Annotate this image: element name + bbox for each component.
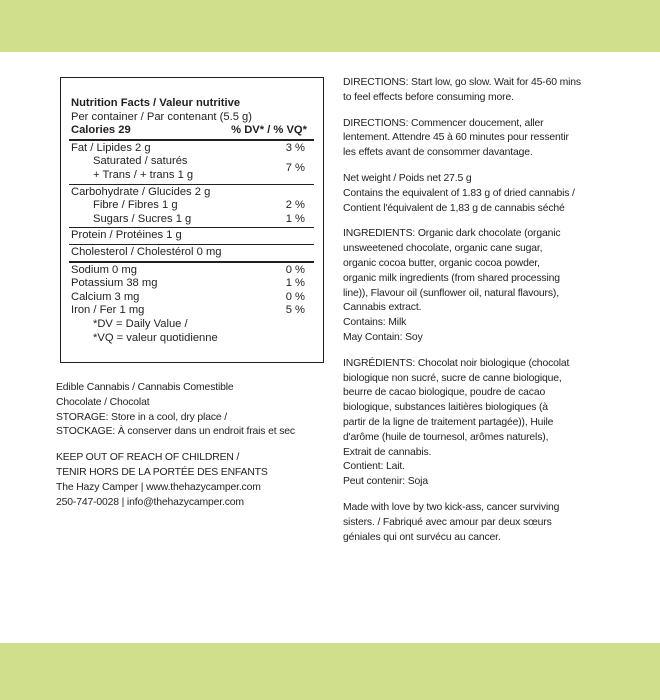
storage-fr: STOCKAGE: À conserver dans un endroit frais et sec [56,426,295,438]
saturated-label: Saturated / saturés [93,155,188,168]
sugars-dv: 1 % [285,212,305,225]
cholesterol-label: Cholesterol / Cholestérol 0 mg [71,245,222,258]
bottom-color-band [0,643,660,700]
trans-label: + Trans / + trans 1 g [93,168,194,181]
sodium-dv: 0 % [285,263,305,276]
ingredients-fr: INGRÉDIENTS: Chocolat noir biologique (chocolat biologique non sucré, sucre de canne biologique, beurre de cacao biologique, poudre de cacao biologique, substances laitières biologiques (à partir de la ligne de traitement partagée)), Huile d'arôme (huile de tournesol, arômes naturels), Extrait de cannabis. Contient: Lait. Peut contenir: Soja [343,357,570,488]
potassium-label: Potassium 38 mg [71,277,158,290]
fibre-row [71,199,323,213]
top-color-band [0,0,660,52]
sodium-row [71,264,323,278]
product-details [343,76,611,556]
calcium-dv: 0 % [285,290,305,303]
carb-label: Carbohydrate / Glucides 2 g [71,185,211,198]
company-contact: 250-747-0028 | info@thehazycamper.com [56,496,244,508]
product-info [56,381,338,510]
sugars-label: Sugars / Sucres 1 g [93,212,192,225]
fibre-label: Fibre / Fibres 1 g [93,199,178,212]
fat-label: Fat / Lipides 2 g [71,141,151,154]
serving-size: Per container / Par contenant (5.5 g) [71,110,252,123]
potassium-dv: 1 % [285,277,305,290]
net-weight: Net weight / Poids net 27.5 g Contains the equivalent of 1.83 g of dried cannabis / Contient l'équivalent de 1,83 g de cannabis séché [343,172,575,214]
product-category: Chocolate / Chocolat [56,396,150,408]
footnote-vq: *VQ = valeur quotidienne [93,331,218,344]
trans-row [71,169,323,183]
cholesterol-row [71,246,323,260]
made-with-love: Made with love by two kick-ass, cancer surviving sisters. / Fabriqué avec amour par deux sœurs géniales qui ont survécu au cancer. [343,501,560,543]
carb-row [71,186,323,200]
protein-label: Protein / Protéines 1 g [71,229,182,242]
directions-fr: DIRECTIONS: Commencer doucement, aller lentement. Attendre 45 à 60 minutes pour ressentir les effets avant de consommer davantage. [343,117,569,159]
divider [69,227,314,228]
product-type: Edible Cannabis / Cannabis Comestible [56,382,234,393]
divider [69,139,314,141]
fat-dv: 3 % [285,141,305,154]
calories-label: Calories 29 [71,124,131,137]
iron-label: Iron / Fer 1 mg [71,304,145,317]
fibre-dv: 2 % [285,199,305,212]
directions-en: DIRECTIONS: Start low, go slow. Wait for 45-60 mins to feel effects before consuming more. [343,77,581,103]
iron-dv: 5 % [285,304,305,317]
calcium-label: Calcium 3 mg [71,290,140,303]
sat-trans-dv: 7 % [285,162,305,175]
warning-en: KEEP OUT OF REACH OF CHILDREN / [56,452,240,464]
iron-row [71,304,323,318]
sodium-label: Sodium 0 mg [71,263,137,276]
divider [69,261,314,263]
divider [69,184,314,185]
calories-row [71,124,323,138]
fat-row [71,142,323,156]
footnote-dv: *DV = Daily Value / [93,317,188,330]
ingredients-en: INGREDIENTS: Organic dark chocolate (organic unsweetened chocolate, organic cane sugar, organic cocoa butter, organic cocoa powder, organic milk ingredients (from shared processing line)), Flavour oil (sunflower oil, natural flavours), Cannabis extract. Contains: Milk May Contain: Soy [343,228,561,343]
potassium-row [71,277,323,291]
warning-fr: TENIR HORS DE LA PORTÉE DES ENFANTS [56,466,268,478]
divider [69,244,314,245]
dv-header: % DV* / % VQ* [231,124,307,137]
protein-row [71,229,323,243]
sugars-row [71,213,323,227]
storage-en: STORAGE: Store in a cool, dry place / [56,411,227,423]
company-website: The Hazy Camper | www.thehazycamper.com [56,481,261,493]
nutrition-title: Nutrition Facts / Valeur nutritive [71,97,241,109]
nutrition-facts-table [60,77,324,363]
calcium-row [71,291,323,305]
